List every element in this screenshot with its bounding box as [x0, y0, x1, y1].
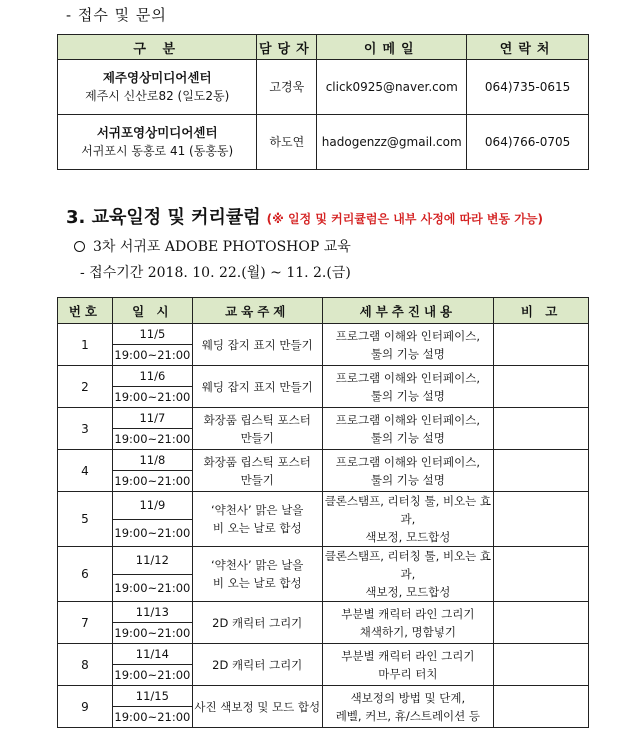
- row-date: 11/6: [112, 366, 192, 387]
- schedule-row: [58, 644, 589, 665]
- schedule-row: [58, 686, 589, 707]
- contact-row: [58, 60, 589, 115]
- schedule-row: [58, 492, 589, 520]
- row-detail: [322, 602, 494, 644]
- org-cell: [58, 60, 257, 115]
- row-topic: [192, 324, 322, 366]
- row-topic: [192, 366, 322, 408]
- detail-line: 색보정, 모드합성: [365, 530, 451, 544]
- row-detail: [322, 324, 494, 366]
- row-topic: [192, 408, 322, 450]
- topic-line: 웨딩 잡지 표지 만들기: [201, 337, 313, 352]
- topic-line: 2D 캐릭터 그리기: [212, 615, 303, 630]
- row-remarks: [494, 644, 589, 686]
- row-time: 19:00~21:00: [112, 623, 192, 644]
- registration-period: - 접수기간 2018. 10. 22.(월) ~ 11. 2.(금): [80, 265, 351, 281]
- row-time: 19:00~21:00: [112, 429, 192, 450]
- row-topic: [192, 686, 322, 728]
- row-topic: [192, 644, 322, 686]
- circle-bullet-icon: [74, 241, 85, 252]
- topic-line: 만들기: [240, 472, 274, 487]
- phone-cell: 064)766-0705: [467, 115, 589, 170]
- topic-line: 웨딩 잡지 표지 만들기: [201, 379, 313, 394]
- row-time: 19:00~21:00: [112, 519, 192, 547]
- person-cell: 하도연: [257, 115, 317, 170]
- topic-line: 비 오는 날로 합성: [212, 576, 302, 590]
- detail-line: 레벨, 커브, 휴/스트레이션 등: [335, 708, 481, 723]
- row-topic: [192, 492, 322, 547]
- section-title-text: 3. 교육일정 및 커리큘럼: [66, 207, 261, 228]
- detail-line: 툴의 기능 설명: [370, 472, 445, 487]
- detail-line: 마무리 터치: [378, 666, 438, 681]
- header-email: 이메일: [317, 35, 467, 60]
- schedule-row: [58, 602, 589, 623]
- row-date: 11/9: [112, 492, 192, 520]
- row-detail: [322, 644, 494, 686]
- row-number: 5: [58, 492, 113, 547]
- detail-line: 클론스탬프, 리터칭 툴, 비오는 효과,: [324, 549, 492, 581]
- topic-line: 비 오는 날로 합성: [212, 521, 302, 535]
- topic-line: ‘약천사’ 맑은 날을: [211, 558, 304, 572]
- row-remarks: [494, 602, 589, 644]
- row-remarks: [494, 547, 589, 602]
- row-remarks: [494, 686, 589, 728]
- section-note: (※ 일정 및 커리큘럼은 내부 사정에 따라 변동 가능): [266, 212, 543, 226]
- row-topic: [192, 602, 322, 644]
- row-date: 11/13: [112, 602, 192, 623]
- row-time: 19:00~21:00: [112, 471, 192, 492]
- detail-line: 툴의 기능 설명: [370, 388, 445, 403]
- detail-line: 프로그램 이해와 인터페이스,: [335, 412, 481, 427]
- detail-line: 프로그램 이해와 인터페이스,: [335, 370, 481, 385]
- header-person: 담당자: [257, 35, 317, 60]
- schedule-row: [58, 450, 589, 471]
- section-title: [66, 203, 543, 229]
- contact-heading: - 접수 및 문의: [66, 6, 167, 24]
- row-topic: [192, 547, 322, 602]
- detail-line: 색보정, 모드합성: [365, 585, 451, 599]
- row-number: 6: [58, 547, 113, 602]
- row-detail: [322, 492, 494, 547]
- row-topic: [192, 450, 322, 492]
- row-remarks: [494, 366, 589, 408]
- schedule-header-row: [58, 298, 589, 324]
- row-remarks: [494, 450, 589, 492]
- row-number: 1: [58, 324, 113, 366]
- header-phone: 연락처: [467, 35, 589, 60]
- detail-line: 부분별 캐릭터 라인 그리기: [341, 606, 475, 621]
- row-number: 9: [58, 686, 113, 728]
- row-detail: [322, 686, 494, 728]
- detail-line: 클론스탬프, 리터칭 툴, 비오는 효과,: [324, 494, 492, 526]
- row-time: 19:00~21:00: [112, 387, 192, 408]
- row-number: 7: [58, 602, 113, 644]
- org-address: 제주시 신산로82 (일도2동): [85, 89, 230, 103]
- row-detail: [322, 366, 494, 408]
- schedule-table: [57, 297, 589, 728]
- row-detail: [322, 547, 494, 602]
- row-number: 8: [58, 644, 113, 686]
- topic-line: ‘약천사’ 맑은 날을: [211, 503, 304, 517]
- detail-line: 색보정의 방법 및 단계,: [350, 690, 466, 705]
- person-cell: 고경욱: [257, 60, 317, 115]
- row-remarks: [494, 324, 589, 366]
- row-date: 11/5: [112, 324, 192, 345]
- detail-line: 프로그램 이해와 인터페이스,: [335, 454, 481, 469]
- phone-cell: 064)735-0615: [467, 60, 589, 115]
- contact-header-row: [58, 35, 589, 60]
- detail-line: 프로그램 이해와 인터페이스,: [335, 328, 481, 343]
- course-title: 3차 서귀포 ADOBE PHOTOSHOP 교육: [93, 239, 351, 255]
- header-number: 번호: [58, 298, 113, 324]
- org-name: 제주영상미디어센터: [102, 70, 212, 85]
- row-time: 19:00~21:00: [112, 707, 192, 728]
- row-number: 2: [58, 366, 113, 408]
- row-date: 11/12: [112, 547, 192, 575]
- row-remarks: [494, 492, 589, 547]
- row-date: 11/8: [112, 450, 192, 471]
- schedule-row: [58, 324, 589, 345]
- detail-line: 채색하기, 명함넣기: [359, 624, 456, 639]
- row-number: 3: [58, 408, 113, 450]
- org-name: 서귀포영상미디어센터: [96, 125, 218, 140]
- topic-line: 화장품 립스틱 포스터: [203, 412, 311, 427]
- row-number: 4: [58, 450, 113, 492]
- schedule-row: [58, 408, 589, 429]
- contact-row: [58, 115, 589, 170]
- row-date: 11/7: [112, 408, 192, 429]
- header-datetime: 일 시: [112, 298, 192, 324]
- row-date: 11/14: [112, 644, 192, 665]
- schedule-row: [58, 547, 589, 575]
- row-time: 19:00~21:00: [112, 665, 192, 686]
- course-subhead: [74, 236, 351, 256]
- row-detail: [322, 450, 494, 492]
- row-time: 19:00~21:00: [112, 574, 192, 602]
- org-cell: [58, 115, 257, 170]
- header-remarks: 비 고: [494, 298, 589, 324]
- header-category: 구 분: [58, 35, 257, 60]
- topic-line: 만들기: [240, 430, 274, 445]
- row-detail: [322, 408, 494, 450]
- topic-line: 화장품 립스틱 포스터: [203, 454, 311, 469]
- detail-line: 툴의 기능 설명: [370, 346, 445, 361]
- email-cell[interactable]: hadogenzz@gmail.com: [317, 115, 467, 170]
- contact-table: [57, 34, 589, 170]
- header-detail: 세부추진내용: [322, 298, 494, 324]
- detail-line: 툴의 기능 설명: [370, 430, 445, 445]
- schedule-row: [58, 366, 589, 387]
- row-date: 11/15: [112, 686, 192, 707]
- header-topic: 교육주제: [192, 298, 322, 324]
- topic-line: 2D 캐릭터 그리기: [212, 657, 303, 672]
- email-cell[interactable]: click0925@naver.com: [317, 60, 467, 115]
- row-time: 19:00~21:00: [112, 345, 192, 366]
- topic-line: 사진 색보정 및 모드 합성: [194, 699, 321, 714]
- org-address: 서귀포시 동홍로 41 (동홍동): [81, 144, 234, 158]
- row-remarks: [494, 408, 589, 450]
- detail-line: 부분별 캐릭터 라인 그리기: [341, 648, 475, 663]
